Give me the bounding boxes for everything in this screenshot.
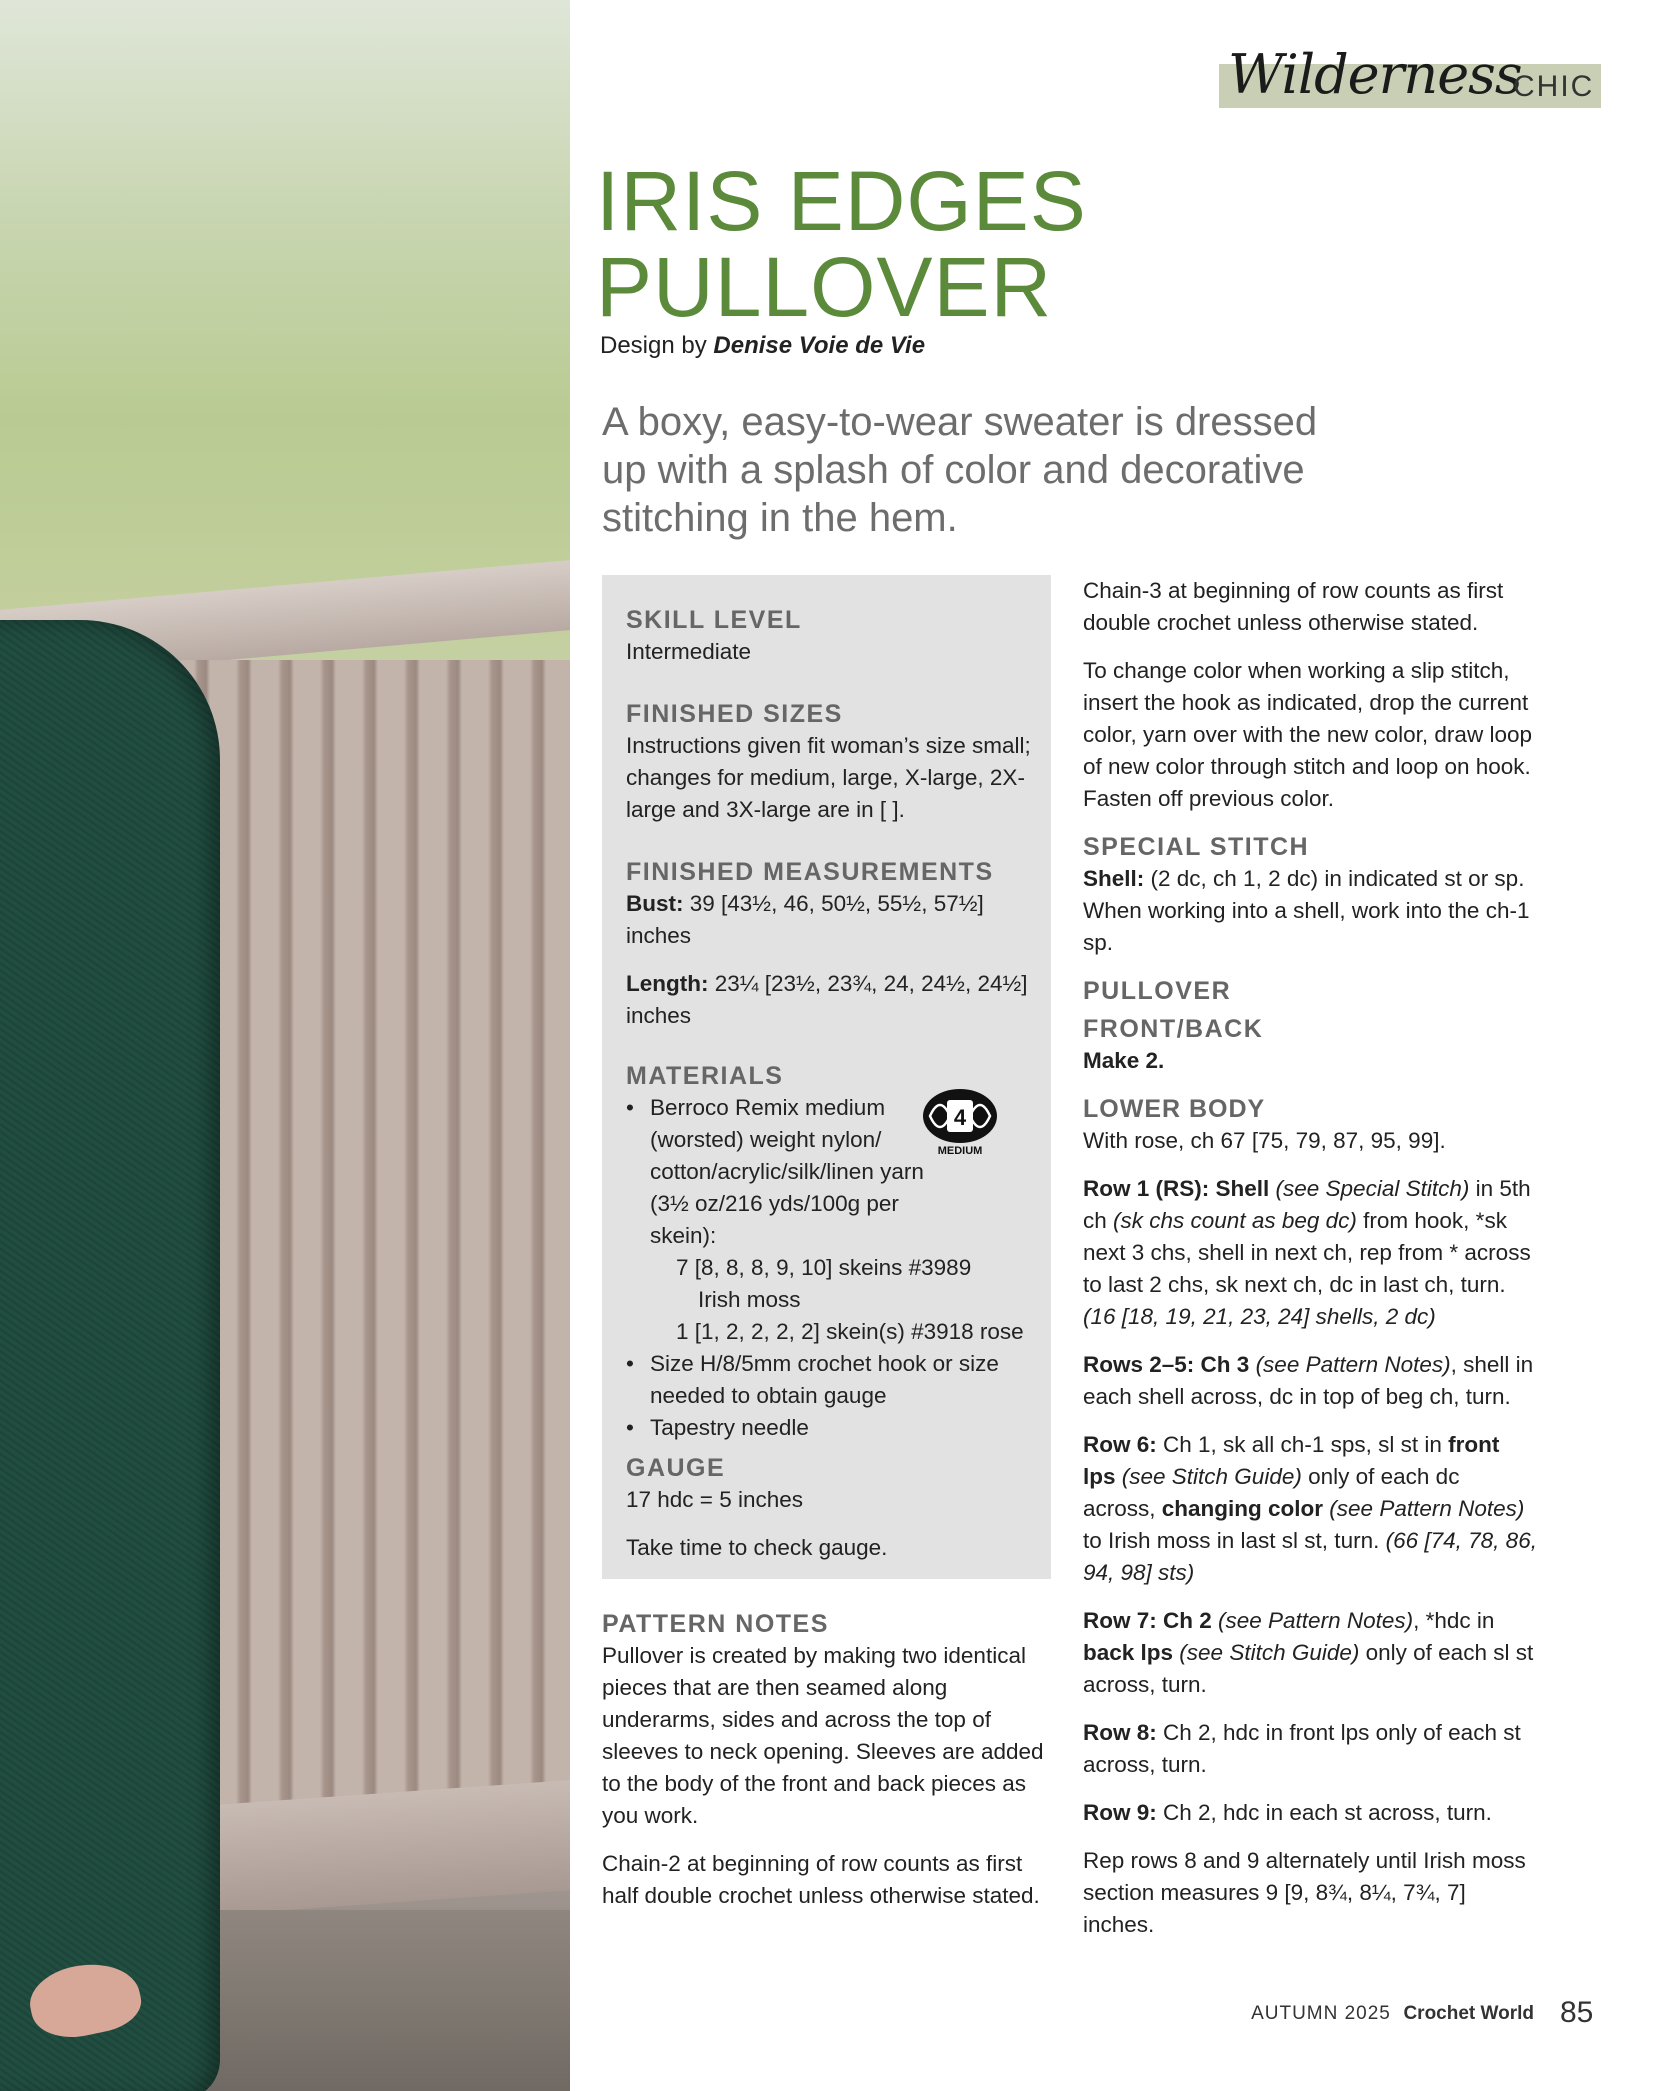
repeat-instruction: Rep rows 8 and 9 alternately until Irish moss section measures 9 [9, 8¾, 8¼, 7¾, 7] inches. bbox=[1083, 1848, 1526, 1937]
row-1-count: (16 [18, 19, 21, 23, 24] shells, 2 dc) bbox=[1083, 1304, 1436, 1329]
make-count-text: Make 2. bbox=[1083, 1048, 1165, 1073]
row-6-front-lps: front lps bbox=[1083, 1432, 1500, 1489]
row-1-ref: (see Special Stitch) bbox=[1269, 1176, 1470, 1201]
row-6-ref: (see Stitch Guide) bbox=[1115, 1464, 1302, 1489]
skill-heading: SKILL LEVEL bbox=[626, 606, 802, 634]
measurements-heading: FINISHED MEASUREMENTS bbox=[626, 858, 994, 886]
lower-body-text: With rose, ch 67 [75, 79, 87, 95, 99]. bbox=[1083, 1128, 1446, 1153]
pattern-notes-heading: PATTERN NOTES bbox=[602, 1610, 829, 1638]
page-footer bbox=[1251, 2003, 1534, 2025]
note-chain3: Chain-3 at beginning of row counts as first double crochet unless otherwise stated. bbox=[1083, 578, 1504, 635]
yarn-weight-icon bbox=[920, 1086, 1000, 1158]
yarn-color-1-name: Irish moss bbox=[698, 1287, 801, 1312]
pullover-heading: PULLOVER bbox=[1083, 977, 1232, 1005]
length-label: Length: bbox=[626, 971, 709, 996]
pattern-notes-p2: Chain-2 at beginning of row counts as first half double crochet unless otherwise stated. bbox=[602, 1851, 1040, 1908]
row-1-text-2: from hook, *sk next 3 chs, shell in next ch, rep from * across to last 2 chs, sk next ch, dc in last ch, turn. bbox=[1083, 1208, 1531, 1297]
row-7-label: Row 7: Ch 2 bbox=[1083, 1608, 1212, 1633]
row-9-text: Ch 2, hdc in each st across, turn. bbox=[1156, 1800, 1492, 1825]
row-6-ref-2: (see Pattern Notes) bbox=[1323, 1496, 1525, 1521]
row-8-text: Ch 2, hdc in front lps only of each st across, turn. bbox=[1083, 1720, 1521, 1777]
length-value: 23¼ [23½, 23¾, 24, 24½, 24½] inches bbox=[626, 971, 1028, 1028]
row-8 bbox=[1083, 1717, 1538, 1781]
section-tag-script: Wilderness bbox=[1228, 43, 1522, 106]
row-6-text: Ch 1, sk all ch-1 sps, sl st in bbox=[1156, 1432, 1449, 1457]
section-tag-word: CHIC bbox=[1513, 70, 1595, 103]
gauge-heading: GAUGE bbox=[626, 1454, 726, 1482]
green-sweater-sleeve bbox=[0, 620, 220, 2091]
byline bbox=[600, 332, 925, 360]
lower-body-heading: LOWER BODY bbox=[1083, 1095, 1266, 1123]
materials-heading: MATERIALS bbox=[626, 1062, 784, 1090]
designer-name: Denise Voie de Vie bbox=[713, 332, 926, 359]
front-back-heading: FRONT/BACK bbox=[1083, 1015, 1264, 1043]
skill-value: Intermediate bbox=[626, 639, 752, 664]
bust-value: 39 [43½, 46, 50½, 55½, 57½] inches bbox=[626, 891, 984, 948]
yarn-color-2: 1 [1, 2, 2, 2, 2] skein(s) #3918 rose bbox=[676, 1319, 1024, 1344]
row-6-text-2: only of each dc across, bbox=[1083, 1464, 1460, 1521]
page-title bbox=[596, 154, 1087, 334]
row-9-label: Row 9: bbox=[1083, 1800, 1157, 1825]
materials-subitem bbox=[626, 1316, 1046, 1348]
right-column bbox=[1083, 575, 1538, 1957]
materials-yarn: Berroco Remix medium (worsted) weight nylon/ cotton/acrylic/silk/linen yarn (3½ oz/216 yds/100g per skein): bbox=[650, 1095, 924, 1248]
row-7-back-lps: back lps bbox=[1083, 1640, 1174, 1665]
row-7 bbox=[1083, 1605, 1538, 1701]
make-count bbox=[1083, 1045, 1538, 1077]
row-1-label: Row 1 (RS): Shell bbox=[1083, 1176, 1270, 1201]
row-7-text: , *hdc in bbox=[1413, 1608, 1495, 1633]
page-number: 85 bbox=[1560, 1996, 1594, 2029]
intro-deck: A boxy, easy-to-wear sweater is dressed up with a splash of color and decorative stitching in the hem. bbox=[602, 400, 1318, 540]
rows-2-5-ref: (see Pattern Notes) bbox=[1249, 1352, 1451, 1377]
byline-prefix: Design by bbox=[600, 332, 707, 359]
shell-definition bbox=[1083, 863, 1538, 959]
yarn-weight-number: 4 bbox=[953, 1105, 967, 1130]
gauge-note: Take time to check gauge. bbox=[626, 1535, 888, 1560]
row-1 bbox=[1083, 1173, 1538, 1333]
rows-2-5 bbox=[1083, 1349, 1538, 1413]
row-6-text-3: to Irish moss in last sl st, turn. bbox=[1083, 1528, 1386, 1553]
row-1-note: (sk chs count as beg dc) bbox=[1113, 1208, 1357, 1233]
row-7-ref: (see Pattern Notes) bbox=[1211, 1608, 1414, 1633]
row-6 bbox=[1083, 1429, 1538, 1589]
magazine-name: Crochet World bbox=[1403, 2003, 1534, 2024]
row-7-ref-2: (see Stitch Guide) bbox=[1173, 1640, 1360, 1665]
row-6-count: (66 [74, 78, 86, 94, 98] sts) bbox=[1083, 1528, 1537, 1585]
materials-subitem bbox=[626, 1284, 1046, 1316]
title-line-2: PULLOVER bbox=[596, 240, 1053, 334]
row-8-label: Row 8: bbox=[1083, 1720, 1157, 1745]
row-1-text: in 5th ch bbox=[1083, 1176, 1531, 1233]
bust-measurement bbox=[626, 888, 1046, 952]
bust-label: Bust: bbox=[626, 891, 684, 916]
note-color-change: To change color when working a slip stitch, insert the hook as indicated, drop the current color, yarn over with the new color, draw loop of new color through stitch and loop on hook. Fasten off previous color. bbox=[1083, 658, 1532, 811]
materials-item bbox=[626, 1412, 1046, 1444]
row-6-label: Row 6: bbox=[1083, 1432, 1157, 1457]
title-line-1: IRIS EDGES bbox=[596, 154, 1087, 248]
cover-photo bbox=[0, 0, 570, 2091]
sizes-text: Instructions given fit woman’s size small; changes for medium, large, X-large, 2X-large and 3X-large are in [ ]. bbox=[626, 733, 1031, 822]
materials-subitem bbox=[626, 1252, 1046, 1284]
shell-label: Shell: bbox=[1083, 866, 1145, 891]
materials-item bbox=[626, 1348, 1046, 1412]
special-stitch-heading: SPECIAL STITCH bbox=[1083, 833, 1310, 861]
materials-hook: Size H/8/5mm crochet hook or size needed to obtain gauge bbox=[650, 1351, 999, 1408]
yarn-color-1: 7 [8, 8, 8, 9, 10] skeins #3989 bbox=[676, 1255, 972, 1280]
row-6-changing-color: changing color bbox=[1161, 1496, 1324, 1521]
length-measurement bbox=[626, 968, 1046, 1032]
gauge-value: 17 hdc = 5 inches bbox=[626, 1487, 804, 1512]
rows-2-5-text: , shell in each shell across, dc in top of beg ch, turn. bbox=[1083, 1352, 1534, 1409]
yarn-weight-label: MEDIUM bbox=[937, 1145, 983, 1157]
materials-needle: Tapestry needle bbox=[650, 1415, 809, 1440]
sizes-heading: FINISHED SIZES bbox=[626, 700, 843, 728]
pattern-notes-p1: Pullover is created by making two identical pieces that are then seamed along underarms, sides and across the top of sleeves to neck opening. Sleeves are added to the body of the front and back pieces as you work. bbox=[602, 1643, 1044, 1828]
pattern-notes bbox=[602, 1608, 1057, 1928]
row-9 bbox=[1083, 1797, 1538, 1829]
issue-date: AUTUMN 2025 bbox=[1251, 2003, 1391, 2024]
row-7-text-2: only of each sl st across, turn. bbox=[1083, 1640, 1534, 1697]
rows-2-5-label: Rows 2–5: Ch 3 bbox=[1083, 1352, 1250, 1377]
shell-text: (2 dc, ch 1, 2 dc) in indicated st or sp. When working into a shell, work into the ch-1 sp. bbox=[1083, 866, 1530, 955]
